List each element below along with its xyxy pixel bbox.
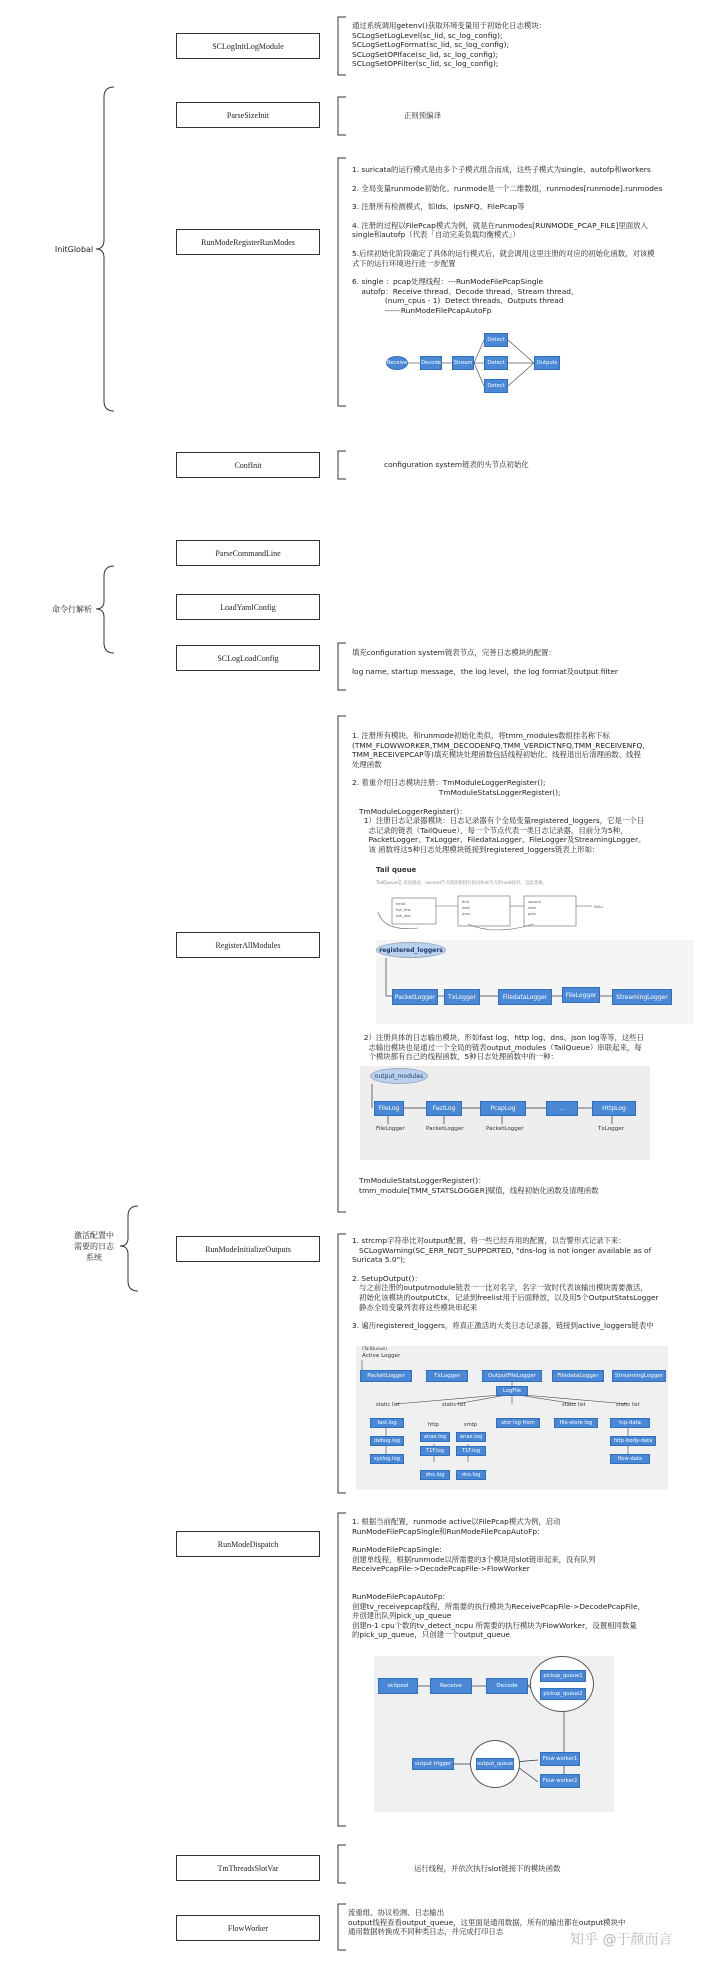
note-runmode-dispatch [352, 1517, 645, 1640]
note-line: 3. 注册所有检测模式，如Ids、IpsNFQ、FilePcap等 [352, 202, 525, 212]
note-line: 处理函数 [352, 759, 382, 769]
group-cmdparse-label: 命令行解析 [52, 605, 92, 614]
svg-text:next: next [462, 906, 470, 910]
active-logger-data: file-store log [554, 1418, 598, 1428]
output-module-item: PcapLog [480, 1101, 526, 1116]
note-line: 通过系统调用getenv()获取环境变量用于初始化日志模块： [352, 21, 547, 30]
node-conf-init[interactable]: ConfInit [176, 452, 320, 478]
note-conf-init: configuration system链表的头节点初始化 [384, 460, 529, 469]
note-line: output线程查看output_queue，这里面是通用数据，所有的输出都在output模块中 [348, 1917, 626, 1927]
runmode-node-detect-3: Detect [484, 379, 508, 393]
active-logger-right: tcp-data [610, 1418, 650, 1428]
note-runmode-init-outputs [352, 1236, 659, 1331]
tail-queue-figure [374, 866, 614, 936]
dispatch-queue-1: pickup_queue1 [540, 1670, 586, 1682]
dispatch-output-queue: output_queue [476, 1758, 514, 1770]
active-logger-item: PacketLogger [360, 1370, 412, 1382]
group-activate-line-2: 需要的日志 [74, 1242, 114, 1251]
output-module-sub: TxLogger [598, 1126, 625, 1132]
runmode-node-stream: Stream [452, 356, 474, 370]
note-line: 初始化该模块的outputCtx，记录到freelist用于后面释放，以及用5个OutputStatsLogger [352, 1292, 659, 1302]
node-sclog-init[interactable]: SCLogInitLogModule [176, 33, 320, 59]
node-runmode-dispatch[interactable]: RunModeDispatch [176, 1531, 320, 1557]
runmode-pipeline-figure [386, 328, 574, 398]
node-parse-command-line[interactable]: ParseCommandLine [176, 540, 320, 566]
output-module-sub: FileLogger [376, 1126, 405, 1132]
active-loggers-figure [356, 1346, 668, 1490]
note-line: 创建单线程，根据runmode以所需要的3个模块用slot链串起来，没有队列 [352, 1554, 596, 1564]
note-line: 个模块都有自己的线程函数，5种日志处理函数中的一种： [352, 1052, 558, 1062]
runmode-node-detect-2: Detect [484, 356, 508, 370]
note-line: SCLogSetLogLevel(sc_lid, sc_log_config); [352, 30, 503, 40]
note-line: log name, startup message，the log level，the log format及output filter [352, 666, 618, 676]
note-tm-threads-slotvar: 运行线程，并依次执行slot链接下的模块函数 [414, 1864, 561, 1873]
note-line: RunModeFilePcapSingle和RunModeFilePcapAutoFp: [352, 1526, 540, 1536]
dispatch-node-decode: Decode [486, 1678, 528, 1694]
note-line: 该 函数将这5种日志处理模块链接到registered_loggers链表上形如： [352, 844, 600, 854]
active-logger-file: stor log from [496, 1418, 540, 1428]
registered-logger-item: StreamingLogger [612, 989, 672, 1005]
active-logger-fast: syslog.log [370, 1454, 404, 1464]
active-logger-item: TxLogger [426, 1370, 468, 1382]
registered-logger-item: TxLogger [444, 989, 480, 1005]
dispatch-node-receive: Receive [430, 1678, 472, 1694]
output-modules-figure [360, 1066, 650, 1160]
note-line: 2）注册具体的日志输出模块，形如fast log、http log、dns、json log等等，这些日 [352, 1033, 645, 1042]
note-line: 2. 全局变量runmode初始化。runmode是一个二维数组，runmodes[runmode].runmodes [352, 183, 663, 193]
tail-queue-caption: TailQueue是 双向链表，second节点的前驱指针指向first节点的next指针，以此类推。 [376, 881, 548, 886]
active-logger-col: static list [376, 1402, 400, 1408]
note-line: TmModuleLoggerRegister()： [352, 806, 467, 816]
note-line: TmModuleStatsLoggerRegister(); [352, 787, 561, 797]
note-runmode-register [352, 165, 662, 316]
node-runmode-register[interactable]: RunModeRegisterRunModes [176, 229, 320, 255]
note-line: 与之前注册的outputmodule链表一一比对名字，名字一致时代表该输出模块需要激活， [352, 1283, 648, 1293]
active-logger-sub-b: T1F.log [456, 1446, 486, 1456]
active-logger-item: OutputFileLogger [482, 1370, 542, 1382]
note-line: 式下的运行环境进行进一步配置 [352, 258, 456, 268]
node-register-all-modules[interactable]: RegisterAllModules [176, 932, 320, 958]
note-line: 6. single ：pcap处理线程：---RunModeFilePcapSingle [352, 277, 544, 287]
active-logger-right: flow-data [610, 1454, 650, 1464]
note-parse-size-init: 正则预编译 [404, 111, 441, 120]
active-logger-sub-b: dns.log [456, 1470, 486, 1480]
active-logger-sub-a: anax.log [420, 1432, 450, 1442]
node-flow-worker[interactable]: FlowWorker [176, 1915, 320, 1941]
svg-text:second: second [528, 900, 541, 904]
dispatch-worker-2: Flow worker2 [540, 1774, 580, 1788]
note-line: autofp：Receive thread、Decode thread、Stream thread、 [352, 286, 579, 296]
dispatch-queue-2: pickup_queue2 [540, 1688, 586, 1700]
active-logger-right: http-body-data [610, 1436, 656, 1446]
svg-text:first: first [462, 900, 470, 904]
note-line: SCLogWarning(SC_ERR_NOT_SUPPORTED, "dns-log is not longer available as of [352, 1245, 652, 1255]
note-line: RunModeFilePcapSingle: [352, 1545, 442, 1555]
active-loggers-head: (TailQueue) [362, 1347, 387, 1352]
svg-text:prev: prev [462, 912, 471, 916]
note-register-all-modules-b [352, 1033, 644, 1062]
note-line: 1）注册日志记录器模块：日志记录器有个全局变量registered_loggers，它是一个日 [352, 816, 645, 826]
active-loggers-title: Active Logger [362, 1353, 401, 1359]
note-line: SCLogSetOPFilter(sc_lid, sc_log_config); [352, 59, 499, 69]
output-module-sub: PacketLogger [486, 1126, 524, 1132]
runmode-node-detect-1: Detect [484, 333, 508, 347]
registered-logger-item: FileLogger [562, 987, 600, 1003]
note-line: 志输出模块也是通过一个全局的链表output_modules（TailQueue）串联起来，每 [352, 1042, 642, 1052]
dispatch-worker-1: Flow worker1 [540, 1752, 580, 1766]
note-line: SCLogSetOPIface(sc_lid, sc_log_config); [352, 49, 498, 59]
node-runmode-init-outputs[interactable]: RunModeInitializeOutputs [176, 1236, 320, 1262]
note-line: (TMM_FLOWWORKER,TMM_DECODENFQ,TMM_VERDICTNFQ,TMM_RECEIVENFQ, [352, 740, 645, 750]
output-module-item: … [546, 1101, 578, 1116]
note-line: 填充configuration system链表节点，完善日志模块的配置： [352, 648, 556, 657]
node-sclog-load-config[interactable]: SCLogLoadConfig [176, 645, 320, 671]
node-tm-threads-slotvar[interactable]: TmThreadsSlotVar [176, 1855, 320, 1881]
note-line: 的pick_up_queue，只创建一个output_queue [352, 1630, 510, 1640]
note-line: 5.后续初始化阶段确定了具体的运行模式后，就会调用这里注册的对应的初始化函数，对该模 [352, 248, 655, 258]
registered-logger-item: PacketLogger [392, 989, 438, 1005]
note-line: 并创建出队列pick_up_queue [352, 1611, 452, 1621]
note-line: 2. SetupOutput()： [352, 1273, 422, 1283]
svg-text:tqh_last: tqh_last [396, 914, 411, 918]
group-activate-line-3: 系统 [86, 1253, 102, 1262]
active-logger-item: FiledataLogger [552, 1370, 604, 1382]
tail-queue-title: Tail queue [376, 866, 417, 874]
active-logger-sub-a: dns.log [420, 1470, 450, 1480]
svg-text:tqh_first: tqh_first [396, 908, 411, 912]
note-line: 创建tv_receivepcap线程，所需要的执行模块为ReceivePcapFile->DecodePcapFile， [352, 1601, 645, 1611]
output-module-sub: PacketLogger [426, 1126, 464, 1132]
note-line: 1. strcmp字符串比对output配置，将一些已经弃用的配置，以告警形式记录下来： [352, 1236, 626, 1245]
dispatch-queue-circle [530, 1656, 594, 1712]
tail-queue-diagram [374, 888, 614, 936]
active-logger-col: static list [562, 1402, 586, 1408]
active-logger-fast: fast.log [370, 1418, 404, 1428]
svg-text:prev: prev [528, 912, 537, 916]
active-logger-http: smtp [464, 1422, 478, 1428]
note-line: 1. suricata的运行模式是由多个子模式组合而成，这些子模式为single、autofp和workers [352, 165, 651, 174]
node-parse-size-init[interactable]: ParseSizeInit [176, 102, 320, 128]
note-register-all-modules-c [352, 1176, 599, 1195]
runmode-node-outputs: Outputs [534, 356, 560, 370]
dispatch-node-skipool: skilpool [378, 1678, 418, 1694]
note-line: (num_cpus - 1) Detect threads、Outputs thread [352, 296, 564, 306]
note-line: 2. 着重介绍日志模块注册：TmModuleLoggerRegister(); [352, 778, 546, 788]
note-line: SCLogSetLogFormat(sc_lid, sc_log_config); [352, 40, 509, 50]
note-sclog-init [352, 21, 546, 69]
svg-text:next: next [528, 906, 536, 910]
runmode-node-receive: Receive [386, 356, 408, 370]
registered-loggers-figure [376, 940, 694, 1024]
output-modules-head: output_modules [370, 1068, 428, 1084]
active-logger-logfile: LogFile [496, 1386, 528, 1396]
registered-logger-item: FiledataLogger [498, 989, 552, 1005]
svg-text:NULL: NULL [594, 905, 604, 909]
note-register-all-modules-a [352, 731, 645, 855]
active-logger-sub-b: anax.log [456, 1432, 486, 1442]
note-line: Suricata 5.0"); [352, 1255, 406, 1265]
note-line: 志记录的链表（TailQueue），每一个节点代表一类日志记录器，目前分为5种， [352, 825, 628, 835]
note-line: 3. 遍历registered_loggers，将真正激活的大类日志记录器，链接到active_loggers链表中 [352, 1321, 654, 1331]
note-line: PacketLogger、TxLogger、FiledataLogger、FileLogger及StreamingLogger。 [352, 835, 646, 845]
node-load-yaml-config[interactable]: LoadYamlConfig [176, 594, 320, 620]
note-line: TmModuleStatsLoggerRegister()： [352, 1176, 486, 1185]
svg-text:head: head [396, 902, 405, 906]
note-line: tmm_module[TMM_STATSLOGGER]赋值，线程初始化函数及清理函数 [352, 1185, 599, 1195]
note-line: ------RunModeFilePcapAutoFp [352, 305, 492, 315]
output-module-item: HttpLog [592, 1101, 636, 1116]
watermark-text: 知乎 @于颜而言 [570, 1932, 673, 1948]
dispatch-figure [374, 1656, 614, 1812]
note-line: single和autofp（代表「自动完美负载均衡模式」） [352, 230, 520, 240]
note-sclog-load-config [352, 648, 618, 676]
active-logger-http: http [428, 1422, 439, 1428]
note-line: 静态全局变量列表将这些模块串起来 [352, 1302, 478, 1312]
note-line: RunModeFilePcapAutoFp: [352, 1591, 446, 1601]
group-initglobal-label: InitGlobal [54, 245, 94, 254]
note-line: 通用数据转换成不同种类日志，并完成打印日志 [348, 1927, 504, 1937]
active-logger-fast: debug.log [370, 1436, 404, 1446]
note-line: 创建n-1 cpu个数的tv_detect_ncpu 所需要的执行模块为FlowWorker，设置相同数量 [352, 1620, 637, 1630]
dispatch-output-trigger: output trigger [412, 1758, 454, 1770]
active-logger-col: static list [442, 1402, 466, 1408]
active-logger-sub-a: T1F.log [420, 1446, 450, 1456]
note-line: ReceivePcapFile->DecodePcapFile->FlowWorker [352, 1564, 530, 1574]
runmode-node-decode: Decode [420, 356, 442, 370]
note-line: 4. 注册的过程以FilePcap模式为例，就是在runmodes[RUNMODE_PCAP_FILE]里面放入 [352, 220, 648, 230]
active-logger-item: StreamingLogger [612, 1370, 666, 1382]
active-logger-col: static list [616, 1402, 640, 1408]
note-line: TMM_RECEIVEPCAP等)填充模块处理函数包括线程初始化、线程退出后清理函数、线程 [352, 750, 641, 760]
registered-loggers-head: registered_loggers [376, 942, 446, 958]
output-module-item: FastLog [426, 1101, 462, 1116]
note-line: 流重组、协议检测、日志输出 [348, 1908, 445, 1917]
group-activate-label [72, 1230, 116, 1263]
note-line: 1. 注册所有模块。和runmode初始化类似，将tmm_modules数组挂名称下标 [352, 731, 610, 740]
group-activate-line-1: 激活配置中 [74, 1231, 114, 1240]
output-module-item: FileLog [374, 1101, 404, 1116]
note-line: 1. 根据当前配置，runmode active以FilePcap模式为例，启动 [352, 1517, 561, 1526]
